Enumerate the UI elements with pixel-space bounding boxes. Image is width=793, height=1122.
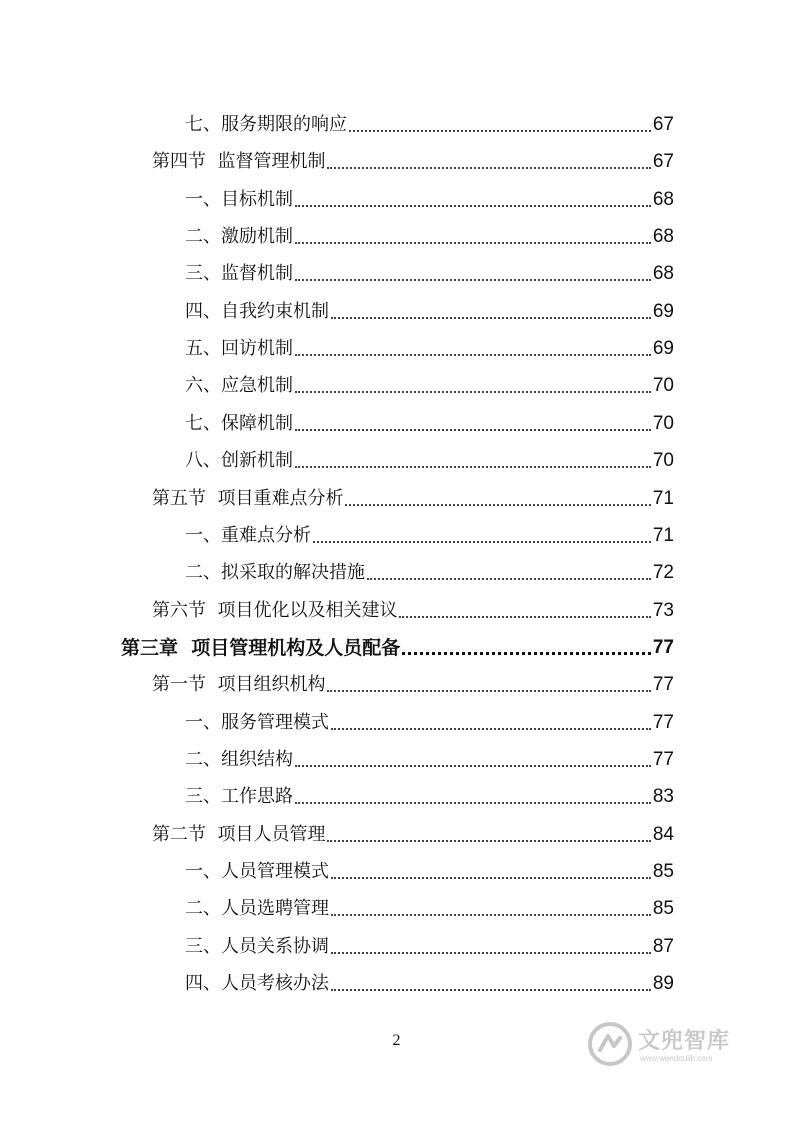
toc-entry-label: 第一节 项目组织机构 bbox=[152, 674, 326, 695]
toc-section-row[interactable] bbox=[152, 810, 674, 847]
toc-item-row[interactable] bbox=[185, 922, 674, 959]
toc-page-number: 73 bbox=[652, 600, 674, 621]
toc-page-number: 71 bbox=[652, 525, 674, 546]
toc-entry-label: 第六节 项目优化以及相关建议 bbox=[152, 600, 398, 621]
toc-entry-label: 二、拟采取的解决措施 bbox=[185, 562, 365, 583]
toc-entry-label: 三、工作思路 bbox=[185, 786, 293, 807]
toc-dot-leader bbox=[313, 541, 651, 543]
toc-dot-leader bbox=[295, 429, 651, 431]
toc-item-row[interactable] bbox=[185, 772, 674, 809]
toc-page-number: 67 bbox=[652, 114, 674, 135]
toc-item-row[interactable] bbox=[185, 884, 674, 921]
toc-page-number: 69 bbox=[652, 338, 674, 359]
toc-entry-label: 一、服务管理模式 bbox=[185, 712, 329, 733]
toc-page-number: 68 bbox=[652, 189, 674, 210]
toc-dot-leader bbox=[367, 578, 651, 580]
toc-dot-leader bbox=[295, 205, 651, 207]
toc-section-row[interactable] bbox=[152, 474, 674, 511]
toc-entry-label: 第五节 项目重难点分析 bbox=[152, 488, 344, 509]
toc-item-row[interactable] bbox=[185, 959, 674, 996]
toc-entry-label: 二、组织结构 bbox=[185, 749, 293, 770]
toc-page-number: 77 bbox=[652, 712, 674, 733]
toc-dot-leader bbox=[345, 504, 650, 506]
toc-entry-label: 七、服务期限的响应 bbox=[185, 114, 347, 135]
toc-entry-label: 一、人员管理模式 bbox=[185, 861, 329, 882]
toc-page-number: 70 bbox=[652, 375, 674, 396]
toc-dot-leader bbox=[295, 765, 651, 767]
toc-dot-leader bbox=[295, 391, 651, 393]
toc-entry-label: 六、应急机制 bbox=[185, 375, 293, 396]
toc-entry-label: 三、监督机制 bbox=[185, 263, 293, 284]
toc-page-number: 77 bbox=[652, 749, 674, 770]
toc-dot-leader bbox=[295, 242, 651, 244]
toc-page-number: 68 bbox=[652, 226, 674, 247]
toc-entry-label: 三、人员关系协调 bbox=[185, 936, 329, 957]
toc-dot-leader bbox=[295, 802, 651, 804]
toc-page-number: 67 bbox=[652, 151, 674, 172]
toc-item-row[interactable] bbox=[185, 361, 674, 398]
toc-entry-label: 二、人员选聘管理 bbox=[185, 898, 329, 919]
toc-dot-leader bbox=[327, 167, 650, 169]
toc-item-row[interactable] bbox=[185, 249, 674, 286]
toc-dot-leader bbox=[331, 728, 651, 730]
toc-entry-label: 八、创新机制 bbox=[185, 450, 293, 471]
toc-item-row[interactable] bbox=[185, 735, 674, 772]
toc-page-number: 69 bbox=[652, 301, 674, 322]
toc-entry-label: 四、人员考核办法 bbox=[185, 973, 329, 994]
toc-dot-leader bbox=[327, 690, 650, 692]
toc-page-number: 70 bbox=[652, 413, 674, 434]
toc-section-row[interactable] bbox=[152, 586, 674, 623]
toc-entry-label: 第二节 项目人员管理 bbox=[152, 824, 326, 845]
toc-page-number: 85 bbox=[652, 898, 674, 919]
toc-entry-label: 七、保障机制 bbox=[185, 413, 293, 434]
toc-section-row[interactable] bbox=[152, 137, 674, 174]
toc-dot-leader bbox=[331, 877, 651, 879]
toc-entry-label: 第四节 监督管理机制 bbox=[152, 151, 326, 172]
watermark-brand: 文兜智库 bbox=[638, 1029, 731, 1054]
toc-dot-leader bbox=[295, 279, 651, 281]
watermark-logo-icon bbox=[586, 1020, 634, 1068]
toc-entry-label: 一、重难点分析 bbox=[185, 525, 311, 546]
page-number: 2 bbox=[392, 1032, 401, 1049]
toc-chapter-row[interactable] bbox=[121, 623, 674, 660]
toc-item-row[interactable] bbox=[185, 175, 674, 212]
toc-item-row[interactable] bbox=[185, 399, 674, 436]
toc-page-number: 77 bbox=[652, 637, 674, 658]
toc-page-number: 71 bbox=[652, 488, 674, 509]
toc-page-number: 87 bbox=[652, 936, 674, 957]
toc-page-number: 83 bbox=[652, 786, 674, 807]
toc-dot-leader bbox=[331, 317, 651, 319]
toc-entry-label: 第三章 项目管理机构及人员配备 bbox=[121, 637, 401, 659]
toc-dot-leader bbox=[331, 952, 651, 954]
toc-item-row[interactable] bbox=[185, 511, 674, 548]
toc-entry-label: 二、激励机制 bbox=[185, 226, 293, 247]
toc-dot-leader bbox=[327, 840, 650, 842]
toc-page-number: 77 bbox=[652, 674, 674, 695]
toc-page-number: 89 bbox=[652, 973, 674, 994]
toc-dot-leader bbox=[331, 989, 651, 991]
toc-dot-leader bbox=[349, 130, 651, 132]
watermark-url: www.wendoulib.com bbox=[640, 1054, 713, 1063]
toc-dot-leader bbox=[295, 354, 651, 356]
toc-page-number: 85 bbox=[652, 861, 674, 882]
toc-entry-label: 一、目标机制 bbox=[185, 189, 293, 210]
toc-item-row[interactable] bbox=[185, 212, 674, 249]
toc-item-row[interactable] bbox=[185, 287, 674, 324]
toc-dot-leader bbox=[399, 616, 650, 618]
toc-page-number: 72 bbox=[652, 562, 674, 583]
toc-dot-leader bbox=[331, 914, 651, 916]
toc-item-row[interactable] bbox=[185, 436, 674, 473]
toc-page-number: 68 bbox=[652, 263, 674, 284]
toc-item-row[interactable] bbox=[185, 548, 674, 585]
toc-item-row[interactable] bbox=[185, 100, 674, 137]
toc-page-number: 84 bbox=[652, 824, 674, 845]
watermark bbox=[586, 1018, 756, 1076]
toc-dot-leader bbox=[402, 652, 651, 655]
toc-section-row[interactable] bbox=[152, 660, 674, 697]
toc-item-row[interactable] bbox=[185, 847, 674, 884]
toc-entry-label: 五、回访机制 bbox=[185, 338, 293, 359]
toc-item-row[interactable] bbox=[185, 698, 674, 735]
toc-entry-label: 四、自我约束机制 bbox=[185, 301, 329, 322]
toc-page-number: 70 bbox=[652, 450, 674, 471]
toc-item-row[interactable] bbox=[185, 324, 674, 361]
toc-dot-leader bbox=[295, 466, 651, 468]
